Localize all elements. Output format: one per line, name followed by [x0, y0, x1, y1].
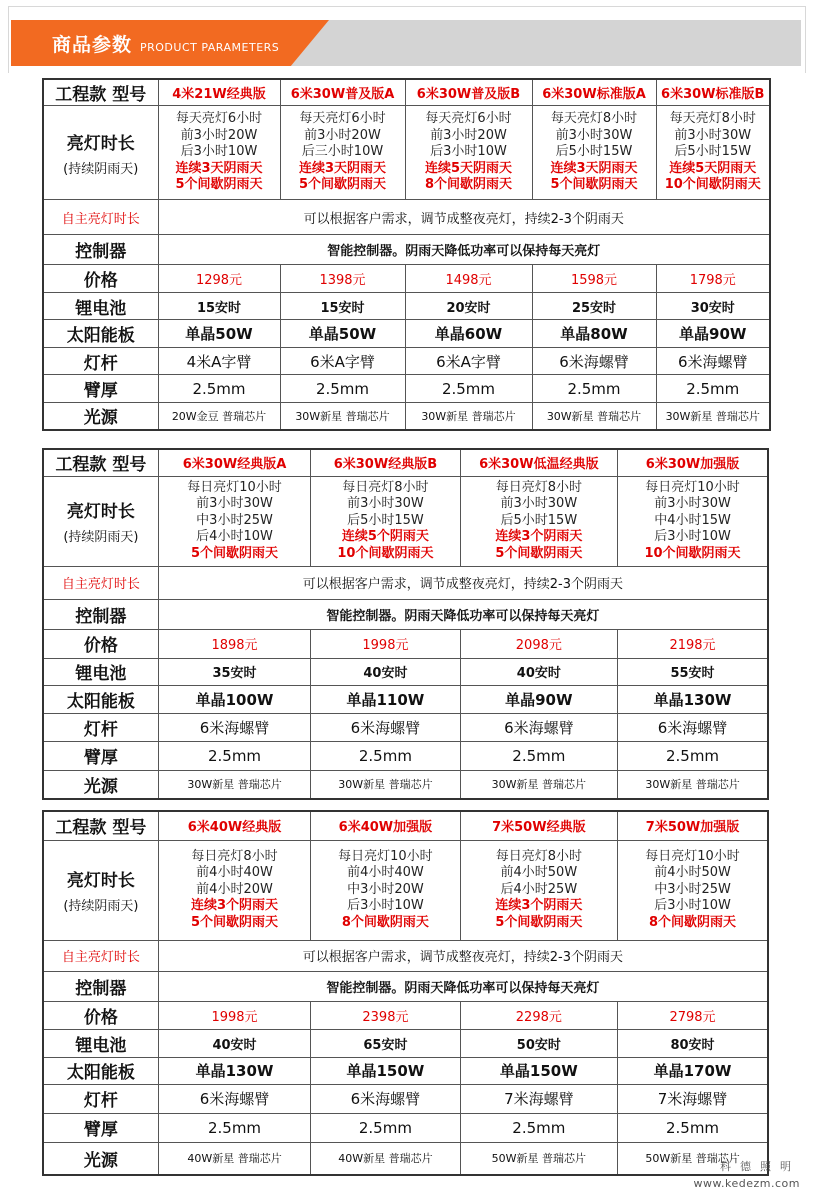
model-name: 6米30W标准版B — [656, 79, 770, 106]
model-name: 6米40W加强版 — [311, 811, 460, 840]
source-cell: 30W新星 普瑞芯片 — [280, 403, 405, 430]
source-cell: 30W新星 普瑞芯片 — [656, 403, 770, 430]
model-label: 工程款 型号 — [43, 79, 158, 106]
price-cell: 1998元 — [158, 1001, 310, 1029]
source-cell: 30W新星 普瑞芯片 — [311, 770, 460, 799]
panel-cell: 单晶50W — [280, 320, 405, 348]
battery-cell: 40安时 — [460, 658, 617, 685]
battery-cell: 30安时 — [656, 293, 770, 320]
price-cell: 1998元 — [311, 629, 460, 658]
source-cell: 30W新星 普瑞芯片 — [158, 770, 310, 799]
header-subtitle: PRODUCT PARAMETERS — [140, 41, 280, 54]
auto-time-label: 自主亮灯时长 — [43, 940, 158, 971]
light-time-sub: (持续阴雨天) — [63, 899, 139, 914]
panel-cell: 单晶60W — [405, 320, 532, 348]
battery-cell: 15安时 — [158, 293, 280, 320]
auto-time-label: 自主亮灯时长 — [43, 566, 158, 599]
thickness-cell: 2.5mm — [405, 375, 532, 403]
controller-label: 控制器 — [43, 599, 158, 629]
battery-label: 锂电池 — [43, 293, 158, 320]
source-cell: 30W新星 普瑞芯片 — [460, 770, 617, 799]
panel-label: 太阳能板 — [43, 320, 158, 348]
model-name: 4米21W经典版 — [158, 79, 280, 106]
light-time-cell: 每天亮灯8小时 前3小时30W 后5小时15W 连续5天阴雨天 10个间歇阴雨天 — [656, 106, 770, 200]
thickness-cell: 2.5mm — [618, 741, 768, 770]
price-label: 价格 — [43, 265, 158, 293]
source-cell: 50W新星 普瑞芯片 — [460, 1142, 617, 1175]
pole-cell: 7米海螺臂 — [460, 1084, 617, 1113]
panel-label: 太阳能板 — [43, 685, 158, 713]
price-cell: 1298元 — [158, 265, 280, 293]
model-name: 6米30W经典版B — [311, 449, 460, 476]
thickness-label: 臂厚 — [43, 375, 158, 403]
price-cell: 1398元 — [280, 265, 405, 293]
model-name: 6米30W低温经典版 — [460, 449, 617, 476]
thickness-cell: 2.5mm — [311, 741, 460, 770]
controller-text: 智能控制器。阴雨天降低功率可以保持每天亮灯 — [158, 235, 770, 265]
battery-cell: 20安时 — [405, 293, 532, 320]
model-name: 7米50W加强版 — [618, 811, 768, 840]
pole-label: 灯杆 — [43, 1084, 158, 1113]
spec-table-3 — [42, 810, 769, 1176]
header-title: 商品参数 — [52, 34, 133, 56]
source-label: 光源 — [43, 403, 158, 430]
panel-cell: 单晶130W — [618, 685, 768, 713]
panel-cell: 单晶80W — [532, 320, 656, 348]
source-label: 光源 — [43, 1142, 158, 1175]
price-cell: 2798元 — [618, 1001, 768, 1029]
thickness-cell: 2.5mm — [158, 375, 280, 403]
pole-cell: 6米海螺臂 — [460, 713, 617, 741]
thickness-label: 臂厚 — [43, 1113, 158, 1142]
price-label: 价格 — [43, 1001, 158, 1029]
light-time-cell: 每日亮灯10小时 前4小时40W 中3小时20W 后3小时10W 8个间歇阴雨天 — [311, 840, 460, 940]
thickness-label: 臂厚 — [43, 741, 158, 770]
panel-cell: 单晶150W — [311, 1057, 460, 1084]
thickness-cell: 2.5mm — [460, 1113, 617, 1142]
thickness-cell: 2.5mm — [618, 1113, 768, 1142]
pole-cell: 7米海螺臂 — [618, 1084, 768, 1113]
light-time-cell: 每日亮灯10小时 前4小时50W 中3小时25W 后3小时10W 8个间歇阴雨天 — [618, 840, 768, 940]
price-label: 价格 — [43, 629, 158, 658]
price-cell: 1898元 — [158, 629, 310, 658]
light-time-cell: 每日亮灯10小时 前3小时30W 中4小时15W 后3小时10W 10个间歇阴雨天 — [618, 476, 768, 566]
source-cell: 30W新星 普瑞芯片 — [618, 770, 768, 799]
panel-cell: 单晶110W — [311, 685, 460, 713]
auto-time-label: 自主亮灯时长 — [43, 200, 158, 235]
source-label: 光源 — [43, 770, 158, 799]
panel-cell: 单晶170W — [618, 1057, 768, 1084]
auto-time-text: 可以根据客户需求，调节成整夜亮灯，持续2-3个阴雨天 — [158, 566, 768, 599]
watermark-brand: 科德照明 — [720, 1160, 800, 1173]
source-cell: 30W新星 普瑞芯片 — [405, 403, 532, 430]
battery-cell: 65安时 — [311, 1029, 460, 1057]
light-time-sub: (持续阴雨天) — [63, 161, 139, 177]
source-cell: 30W新星 普瑞芯片 — [532, 403, 656, 430]
light-time-cell: 每日亮灯8小时 前4小时50W 后4小时25W 连续3个阴雨天 5个间歇阴雨天 — [460, 840, 617, 940]
panel-cell: 单晶90W — [656, 320, 770, 348]
source-cell: 50W新星 普瑞芯片 — [618, 1142, 768, 1175]
light-time-label: 亮灯时长 (持续阴雨天) — [43, 840, 158, 940]
pole-cell: 6米海螺臂 — [311, 1084, 460, 1113]
controller-label: 控制器 — [43, 235, 158, 265]
pole-label: 灯杆 — [43, 713, 158, 741]
controller-text: 智能控制器。阴雨天降低功率可以保持每天亮灯 — [158, 599, 768, 629]
thickness-cell: 2.5mm — [311, 1113, 460, 1142]
pole-cell: 4米A字臂 — [158, 348, 280, 375]
light-time-cell: 每日亮灯8小时 前3小时30W 后5小时15W 连续3个阴雨天 5个间歇阴雨天 — [460, 476, 617, 566]
model-name: 6米30W普及版B — [405, 79, 532, 106]
pole-cell: 6米海螺臂 — [311, 713, 460, 741]
panel-cell: 单晶150W — [460, 1057, 617, 1084]
thickness-cell: 2.5mm — [656, 375, 770, 403]
panel-label: 太阳能板 — [43, 1057, 158, 1084]
model-label: 工程款 型号 — [43, 811, 158, 840]
price-cell: 1598元 — [532, 265, 656, 293]
light-time-sub: (持续阴雨天) — [63, 530, 139, 545]
light-time-cell: 每日亮灯10小时 前3小时30W 中3小时25W 后4小时10W 5个间歇阴雨天 — [158, 476, 310, 566]
model-name: 6米30W加强版 — [618, 449, 768, 476]
price-cell: 2098元 — [460, 629, 617, 658]
pole-label: 灯杆 — [43, 348, 158, 375]
battery-cell: 55安时 — [618, 658, 768, 685]
model-name: 6米40W经典版 — [158, 811, 310, 840]
battery-cell: 25安时 — [532, 293, 656, 320]
panel-cell: 单晶100W — [158, 685, 310, 713]
pole-cell: 6米海螺臂 — [656, 348, 770, 375]
thickness-cell: 2.5mm — [158, 741, 310, 770]
battery-cell: 80安时 — [618, 1029, 768, 1057]
pole-cell: 6米海螺臂 — [158, 1084, 310, 1113]
battery-cell: 50安时 — [460, 1029, 617, 1057]
light-time-cell: 每日亮灯8小时 前3小时30W 后5小时15W 连续5个阴雨天 10个间歇阴雨天 — [311, 476, 460, 566]
light-time-cell: 每天亮灯8小时 前3小时30W 后5小时15W 连续3天阴雨天 5个间歇阴雨天 — [532, 106, 656, 200]
controller-text: 智能控制器。阴雨天降低功率可以保持每天亮灯 — [158, 971, 768, 1001]
light-time-label: 亮灯时长 (持续阴雨天) — [43, 106, 158, 200]
panel-cell: 单晶50W — [158, 320, 280, 348]
spec-table-1 — [42, 78, 771, 431]
model-name: 6米30W经典版A — [158, 449, 310, 476]
model-label: 工程款 型号 — [43, 449, 158, 476]
pole-cell: 6米海螺臂 — [532, 348, 656, 375]
thickness-cell: 2.5mm — [158, 1113, 310, 1142]
light-time-label: 亮灯时长 (持续阴雨天) — [43, 476, 158, 566]
source-cell: 20W金豆 普瑞芯片 — [158, 403, 280, 430]
pole-cell: 6米A字臂 — [405, 348, 532, 375]
panel-cell: 单晶90W — [460, 685, 617, 713]
battery-cell: 15安时 — [280, 293, 405, 320]
price-cell: 2198元 — [618, 629, 768, 658]
battery-cell: 40安时 — [311, 658, 460, 685]
model-name: 6米30W标准版A — [532, 79, 656, 106]
watermark-url: www.kedezm.com — [693, 1177, 800, 1190]
controller-label: 控制器 — [43, 971, 158, 1001]
source-cell: 40W新星 普瑞芯片 — [158, 1142, 310, 1175]
auto-time-text: 可以根据客户需求，调节成整夜亮灯，持续2-3个阴雨天 — [158, 200, 770, 235]
thickness-cell: 2.5mm — [532, 375, 656, 403]
pole-cell: 6米海螺臂 — [618, 713, 768, 741]
pole-cell: 6米A字臂 — [280, 348, 405, 375]
battery-cell: 35安时 — [158, 658, 310, 685]
price-cell: 2298元 — [460, 1001, 617, 1029]
spec-table-2 — [42, 448, 769, 800]
battery-label: 锂电池 — [43, 658, 158, 685]
light-time-cell: 每天亮灯6小时 前3小时20W 后3小时10W 连续5天阴雨天 8个间歇阴雨天 — [405, 106, 532, 200]
price-cell: 2398元 — [311, 1001, 460, 1029]
light-time-cell: 每天亮灯6小时 前3小时20W 后三小时10W 连续3天阴雨天 5个间歇阴雨天 — [280, 106, 405, 200]
price-cell: 1498元 — [405, 265, 532, 293]
battery-cell: 40安时 — [158, 1029, 310, 1057]
auto-time-text: 可以根据客户需求，调节成整夜亮灯，持续2-3个阴雨天 — [158, 940, 768, 971]
light-time-cell: 每天亮灯6小时 前3小时20W 后3小时10W 连续3天阴雨天 5个间歇阴雨天 — [158, 106, 280, 200]
pole-cell: 6米海螺臂 — [158, 713, 310, 741]
model-name: 6米30W普及版A — [280, 79, 405, 106]
light-time-cell: 每日亮灯8小时 前4小时40W 前4小时20W 连续3个阴雨天 5个间歇阴雨天 — [158, 840, 310, 940]
panel-cell: 单晶130W — [158, 1057, 310, 1084]
model-name: 7米50W经典版 — [460, 811, 617, 840]
thickness-cell: 2.5mm — [460, 741, 617, 770]
source-cell: 40W新星 普瑞芯片 — [311, 1142, 460, 1175]
battery-label: 锂电池 — [43, 1029, 158, 1057]
thickness-cell: 2.5mm — [280, 375, 405, 403]
price-cell: 1798元 — [656, 265, 770, 293]
